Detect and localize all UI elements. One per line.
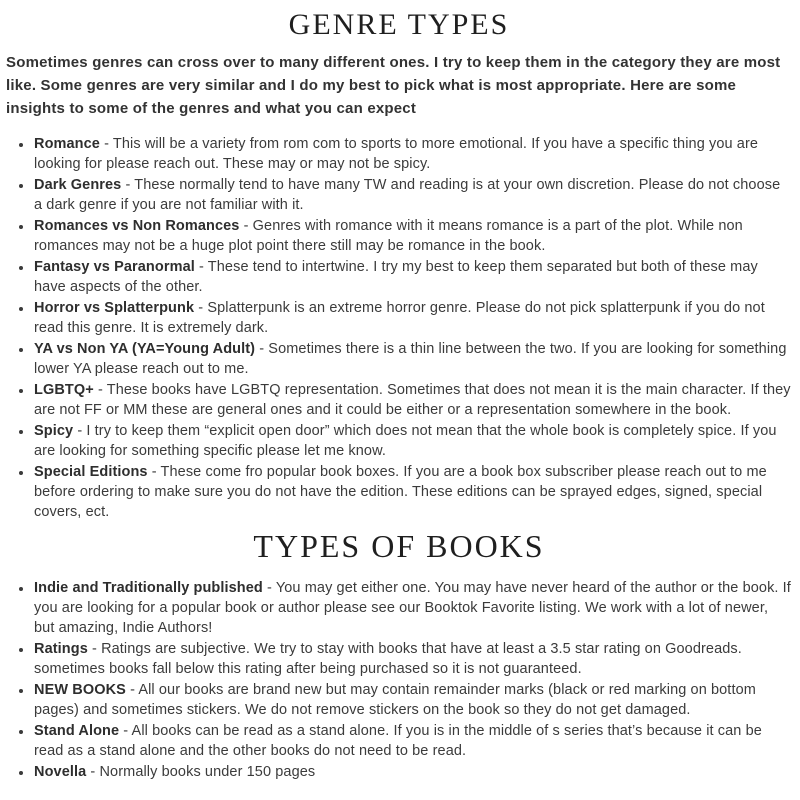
book-type-term: Novella xyxy=(34,764,87,780)
list-item-novella xyxy=(33,762,792,782)
book-type-term: Indie and Traditionally published xyxy=(34,580,263,596)
genre-description: - This will be a variety from rom com to sports to more emotional. If you have a specific thing you are looking for please reach out. These may or may not be spicy. xyxy=(34,136,759,172)
genre-term: Dark Genres xyxy=(34,177,122,193)
types-of-books-title: TYPES OF BOOKS xyxy=(253,528,545,564)
genre-list xyxy=(6,134,792,522)
book-type-term: Stand Alone xyxy=(34,723,120,739)
list-item-ratings xyxy=(33,639,792,679)
book-type-description: - All our books are brand new but may contain remainder marks (black or red marking on bottom pages) and sometimes stickers. We do not remove stickers on the book so they do not get damaged. xyxy=(34,682,756,718)
book-types-list xyxy=(6,578,792,782)
genre-description: - I try to keep them “explicit open door” which does not mean that the whole book is completely spice. If you are looking for something specific please let me know. xyxy=(34,423,777,459)
list-item-indie-traditional xyxy=(33,578,792,638)
genre-description: - These normally tend to have many TW and reading is at your own discretion. Please do not choose a dark genre if you are not familiar with it. xyxy=(34,177,781,213)
genre-term: Romances vs Non Romances xyxy=(34,218,240,234)
list-item-romance xyxy=(33,134,792,174)
genre-description: - These tend to intertwine. I try my best to keep them separated but both of these may have aspects of the other. xyxy=(34,259,758,295)
genre-term: Spicy xyxy=(34,423,74,439)
genre-types-title: GENRE TYPES xyxy=(288,8,510,41)
book-type-description: - Normally books under 150 pages xyxy=(90,764,316,780)
genre-term: Fantasy vs Paranormal xyxy=(34,259,195,275)
book-type-term: NEW BOOKS xyxy=(34,682,126,698)
book-type-description: - Ratings are subjective. We try to stay with books that have at least a 3.5 star rating on Goodreads. sometimes books fall below this rating after being purchased so it is not guaranteed. xyxy=(34,641,742,677)
genre-term: LGBTQ+ xyxy=(34,382,94,398)
list-item-special-editions xyxy=(33,462,792,522)
list-item-stand-alone xyxy=(33,721,792,761)
list-item-fantasy-vs-paranormal xyxy=(33,257,792,297)
list-item-lgbtq xyxy=(33,380,792,420)
genre-term: Romance xyxy=(34,136,100,152)
list-item-horror-vs-splatterpunk xyxy=(33,298,792,338)
genre-description: - These come fro popular book boxes. If you are a book box subscriber please reach out to me before ordering to make sure you do not have the edition. These editions can be sprayed edges, signed, special covers, ect. xyxy=(34,464,767,520)
genre-intro-text: Sometimes genres can cross over to many different ones. I try to keep them in the category they are most like. Some genres are very similar and I do my best to pick what is most appropriate. Here are some insights to some of the genres and what you can expect xyxy=(6,54,781,117)
genre-term: Horror vs Splatterpunk xyxy=(34,300,195,316)
genre-description: - Sometimes there is a thin line between the two. If you are looking for something lower YA please reach out to me. xyxy=(34,341,787,377)
list-item-ya-vs-non-ya xyxy=(33,339,792,379)
genre-description: - Splatterpunk is an extreme horror genre. Please do not pick splatterpunk if you do not read this genre. It is extremely dark. xyxy=(34,300,765,336)
list-item-spicy xyxy=(33,421,792,461)
genre-term: Special Editions xyxy=(34,464,148,480)
list-item-dark-genres xyxy=(33,175,792,215)
genre-description: - These books have LGBTQ representation. Sometimes that does not mean it is the main character. If they are not FF or MM these are general ones and it could be either or a representation somewhere in the book. xyxy=(34,382,791,418)
book-type-term: Ratings xyxy=(34,641,88,657)
list-item-romances-vs-non xyxy=(33,216,792,256)
genre-description: - Genres with romance with it means romance is a part of the plot. While non romances may not be a huge plot point there still may be romance in the book. xyxy=(34,218,743,254)
list-item-new-books xyxy=(33,680,792,720)
book-type-description: - All books can be read as a stand alone. If you is in the middle of s series that’s because it can be read as a stand alone and the other books do not need to be read. xyxy=(34,723,762,759)
book-type-description: - You may get either one. You may have never heard of the author or the book. If you are looking for a popular book or author please see our Booktok Favorite listing. We work with a lot of newer, but amazing, Indie Authors! xyxy=(34,580,791,636)
genre-term: YA vs Non YA (YA=Young Adult) xyxy=(34,341,256,357)
